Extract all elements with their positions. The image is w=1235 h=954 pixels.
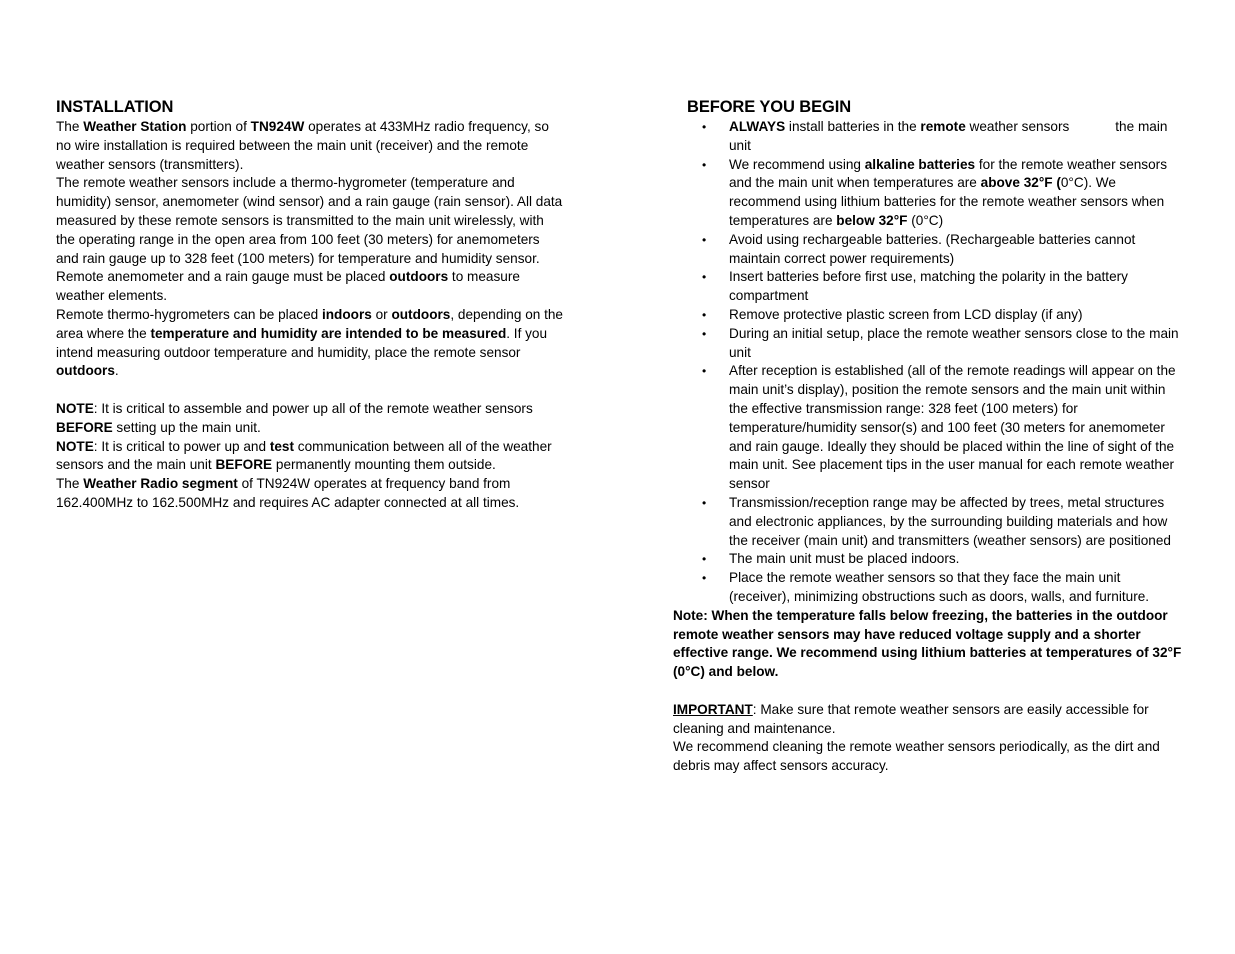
important-notice: IMPORTANT: Make sure that remote weather sensors are easily accessible for cleaning and maintenance. — [673, 701, 1149, 736]
before-you-begin-heading: BEFORE YOU BEGIN — [687, 98, 852, 116]
note-freezing: Note: When the temperature falls below freezing, the batteries in the outdoor remote weather sensors may have reduced voltage supply and a shorter effective range. We recommend using lithium batteries at temperatures of 32°F (0°C) and below. — [673, 607, 1182, 680]
list-item: • Avoid using rechargeable batteries. (Rechargeable batteries cannot maintain correct power requirements) — [729, 231, 1183, 269]
paragraph-weather-station: The Weather Station portion of TN924W operates at 433MHz radio frequency, so no wire installation is required between the main unit (receiver) and the remote weather sensors (transmitters). — [56, 119, 549, 172]
list-item: • Transmission/reception range may be affected by trees, metal structures and electronic appliances, by the surrounding building materials and how the receiver (main unit) and transmitters (weather sensors) are positioned — [729, 494, 1183, 550]
paragraph-weather-radio: The Weather Radio segment of TN924W operates at frequency band from 162.400MHz to 162.500MHz and requires AC adapter connected at all times. — [56, 476, 520, 510]
note-test-communication: NOTE: It is critical to power up and test communication between all of the weather sensors and the main unit BEFORE permanently mounting them outside. — [56, 438, 552, 473]
list-item: • We recommend using alkaline batteries for the remote weather sensors and the main unit when temperatures are above 32°F (0°C). We recommend using lithium batteries for the remote weather sensors when temperatures are below 32°F (0°C) — [729, 156, 1183, 231]
list-item: • Insert batteries before first use, matching the polarity in the battery compartment — [729, 268, 1183, 306]
list-item: • Remove protective plastic screen from LCD display (if any) — [729, 306, 1183, 325]
list-item: • Place the remote weather sensors so that they face the main unit (receiver), minimizing obstructions such as doors, walls, and furniture. — [729, 569, 1183, 607]
paragraph-remote-sensors: The remote weather sensors include a thermo-hygrometer (temperature and humidity) sensor, anemometer (wind sensor) and a rain gauge (rain sensor). All data measured by these remote sensors is transmitted to the main unit wirelessly, with the operating range in the open area from 100 feet (30 meters) for anemometers and rain gauge up to 328 feet (100 meters) for temperature and humidity sensor. — [56, 175, 563, 266]
before-you-begin-section — [673, 96, 1183, 776]
paragraph-thermo-hygrometer: Remote thermo-hygrometers can be placed indoors or outdoors, depending on the area where the temperature and humidity are intended to be measured. If you intend measuring outdoor temperature and humidity, place the remote sensor outdoors. — [56, 306, 563, 379]
list-item: • After reception is established (all of the remote readings will appear on the main unit’s display), position the remote sensors and the main unit within the effective transmission range: 328 feet (100 meters) for temperature/humidity sensor(s) and 100 feet (30 meters for anemometer and rain gauge. Ideally they should be placed within the line of sight of the main unit. See placement tips in the user manual for each remote weather sensor — [729, 362, 1183, 494]
checklist — [673, 118, 1183, 607]
installation-section — [56, 96, 566, 513]
list-item: • During an initial setup, place the remote weather sensors close to the main unit — [729, 325, 1183, 363]
list-item: • ALWAYS install batteries in the remote weather sensors the main unit — [729, 118, 1183, 156]
paragraph-anemometer: Remote anemometer and a rain gauge must be placed outdoors to measure weather elements. — [56, 269, 520, 304]
note-assemble: NOTE: It is critical to assemble and power up all of the remote weather sensors BEFORE setting up the main unit. — [56, 400, 533, 435]
installation-heading: INSTALLATION — [56, 98, 174, 116]
list-item: • The main unit must be placed indoors. — [729, 550, 1183, 569]
paragraph-cleaning: We recommend cleaning the remote weather sensors periodically, as the dirt and debris may affect sensors accuracy. — [673, 739, 1160, 774]
